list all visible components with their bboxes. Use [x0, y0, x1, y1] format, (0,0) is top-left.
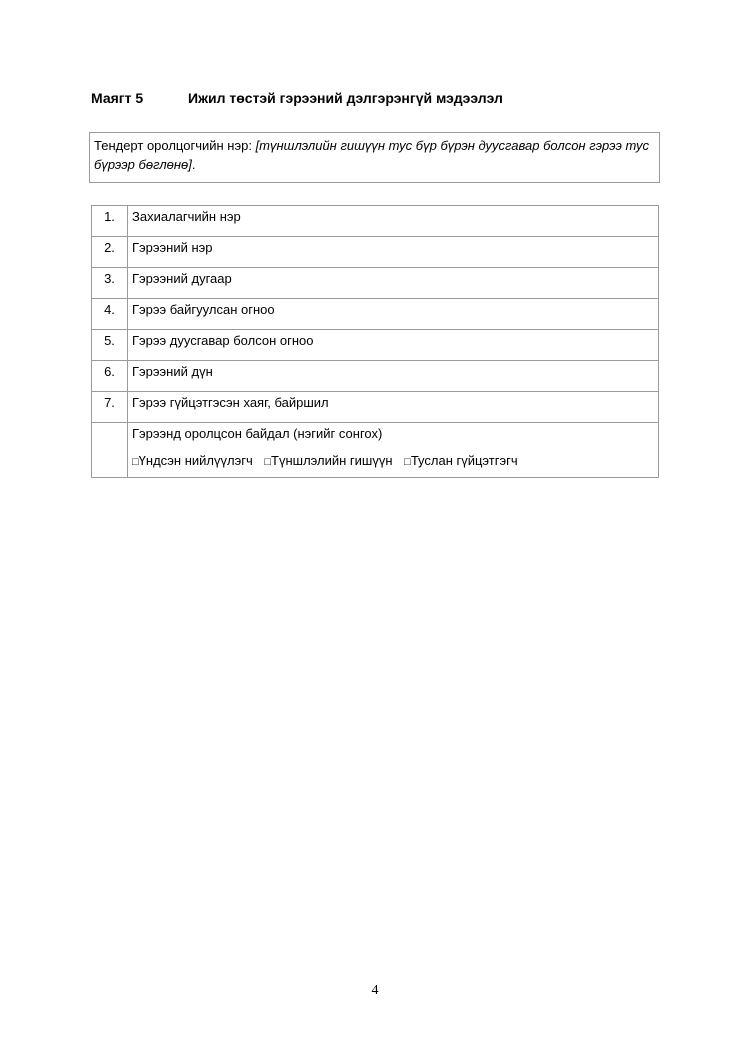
row-number: 3.	[92, 268, 128, 299]
bidder-label: Тендерт оролцогчийн нэр:	[94, 138, 256, 153]
table-row	[92, 237, 659, 268]
row-label-contract-amount[interactable]: Гэрээний дүн	[128, 361, 659, 392]
table-row	[92, 361, 659, 392]
role-option-main-supplier[interactable]	[132, 453, 253, 468]
table-row	[92, 299, 659, 330]
row-number: 7.	[92, 392, 128, 423]
contract-info-table	[91, 205, 659, 478]
row-label-contract-name[interactable]: Гэрээний нэр	[128, 237, 659, 268]
form-title: Ижил төстэй гэрээний дэлгэрэнгүй мэдээлэл	[188, 90, 503, 106]
bidder-name-box[interactable]	[89, 132, 660, 183]
row-number: 5.	[92, 330, 128, 361]
checkbox-icon[interactable]: □	[404, 456, 411, 468]
row-number: 2.	[92, 237, 128, 268]
role-options	[132, 451, 654, 472]
role-option-partnership-member[interactable]	[264, 453, 392, 468]
row-label-signing-date[interactable]: Гэрээ байгуулсан огноо	[128, 299, 659, 330]
row-label-location[interactable]: Гэрээ гүйцэтгэсэн хаяг, байршил	[128, 392, 659, 423]
row-label-customer-name[interactable]: Захиалагчийн нэр	[128, 206, 659, 237]
table-row	[92, 423, 659, 478]
row-label-completion-date[interactable]: Гэрээ дуусгавар болсон огноо	[128, 330, 659, 361]
row-number: 1.	[92, 206, 128, 237]
row-number: 6.	[92, 361, 128, 392]
role-option-label: Үндсэн нийлүүлэгч	[138, 453, 253, 468]
checkbox-icon[interactable]: □	[132, 456, 139, 468]
form-heading	[91, 90, 503, 106]
role-option-label: Түншлэлийн гишүүн	[271, 453, 393, 468]
table-row	[92, 330, 659, 361]
bidder-suffix: .	[191, 157, 196, 172]
checkbox-icon[interactable]: □	[264, 456, 272, 468]
table-row	[92, 268, 659, 299]
role-option-subcontractor[interactable]	[404, 453, 517, 468]
row-number: 4.	[92, 299, 128, 330]
table-row	[92, 392, 659, 423]
role-cell	[128, 423, 659, 478]
form-code: Маягт 5	[91, 90, 144, 106]
role-option-label: Туслан гүйцэтгэгч	[410, 453, 518, 468]
page-number: 4	[371, 983, 379, 998]
table-row	[92, 206, 659, 237]
role-label: Гэрээнд оролцсон байдал (нэгийг сонгох)	[132, 426, 383, 441]
bidder-hint: [түншлэлийн гишүүн тус бүр бүрэн дуусгавар болсон гэрээ тус бүрээр бөглөнө]	[94, 138, 650, 172]
row-number-empty	[92, 423, 128, 478]
row-label-contract-number[interactable]: Гэрээний дугаар	[128, 268, 659, 299]
